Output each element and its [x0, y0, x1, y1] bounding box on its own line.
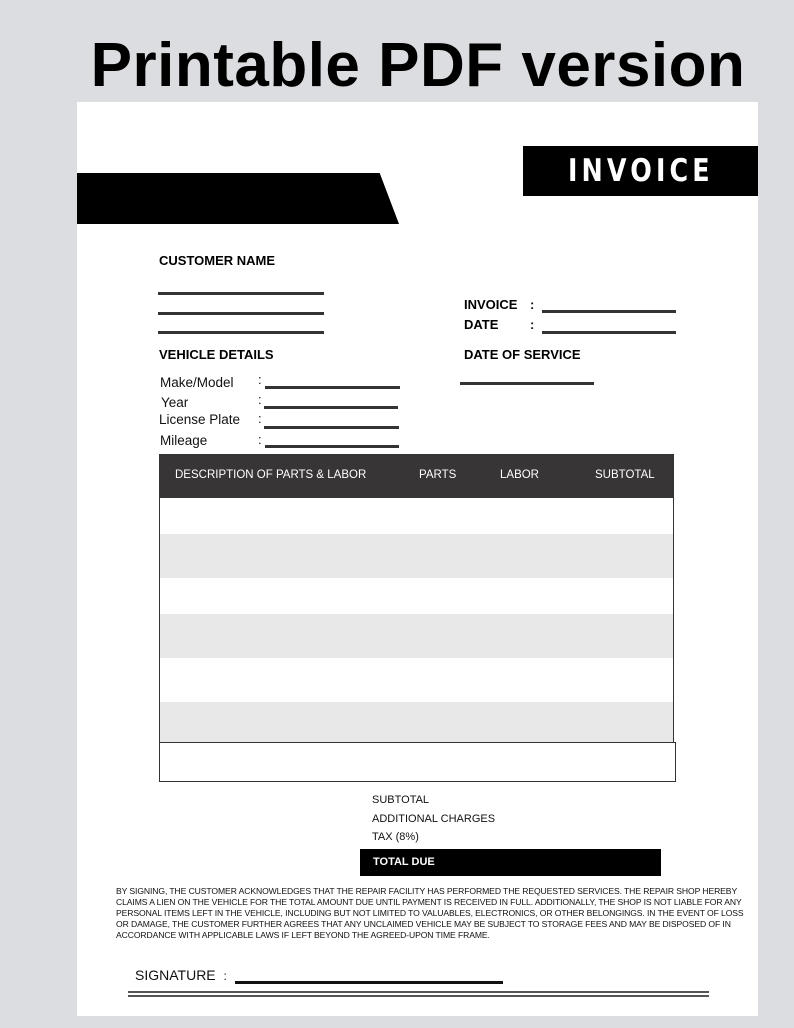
table-row[interactable] — [160, 534, 673, 578]
year-line[interactable] — [264, 406, 398, 409]
invoice-heading-box — [523, 146, 758, 196]
header-description: DESCRIPTION OF PARTS & LABOR — [175, 469, 367, 481]
invoice-number-label: INVOICE — [464, 297, 518, 312]
table-header — [160, 455, 673, 498]
date-label: DATE — [464, 317, 499, 332]
table-footer-row[interactable] — [159, 742, 676, 782]
tax-label: TAX (8%) — [372, 831, 419, 843]
signature-label-text: SIGNATURE — [135, 967, 216, 983]
invoice-heading: INVOICE — [567, 153, 714, 189]
header-parts: PARTS — [419, 469, 457, 481]
footer-rule-2 — [128, 995, 709, 997]
year-label: Year — [161, 395, 189, 410]
decorative-black-bar — [77, 173, 399, 224]
additional-charges-label: ADDITIONAL CHARGES — [372, 813, 496, 825]
signature-colon: : — [223, 969, 227, 983]
vehicle-details-label: VEHICLE DETAILS — [159, 347, 274, 362]
total-due-bar — [360, 849, 661, 876]
mileage-line[interactable] — [265, 445, 399, 448]
table-row[interactable] — [160, 498, 673, 534]
total-due-label: TOTAL DUE — [373, 856, 435, 868]
make-model-colon: : — [258, 372, 262, 387]
subtotal-label: SUBTOTAL — [372, 794, 430, 806]
banner-title: Printable PDF version — [90, 31, 746, 100]
date-colon: : — [530, 317, 535, 332]
signature-line[interactable] — [235, 981, 503, 984]
license-plate-label: License Plate — [159, 412, 241, 427]
customer-name-label: CUSTOMER NAME — [159, 253, 276, 268]
date-line[interactable] — [542, 331, 676, 334]
year-colon: : — [258, 392, 262, 407]
signature-label — [135, 967, 227, 983]
license-plate-line[interactable] — [264, 426, 399, 429]
header-labor: LABOR — [500, 469, 539, 481]
invoice-number-colon: : — [530, 297, 535, 312]
mileage-colon: : — [258, 432, 262, 447]
table-row[interactable] — [160, 578, 673, 614]
table-row[interactable] — [160, 658, 673, 702]
parts-labor-table — [159, 454, 674, 780]
date-of-service-label: DATE OF SERVICE — [464, 347, 581, 362]
invoice-number-line[interactable] — [542, 310, 676, 313]
table-row[interactable] — [160, 702, 673, 743]
make-model-label: Make/Model — [160, 375, 234, 390]
date-of-service-line[interactable] — [460, 382, 594, 385]
mileage-label: Mileage — [160, 433, 208, 448]
customer-name-line-1[interactable] — [158, 292, 324, 295]
footer-rule-1 — [128, 991, 709, 993]
invoice-sheet — [77, 102, 758, 1016]
disclaimer-text: BY SIGNING, THE CUSTOMER ACKNOWLEDGES THAT THE REPAIR FACILITY HAS PERFORMED THE REQUESTED SERVICES. THE REPAIR SHOP HEREBY CLAIMS A LIEN ON THE VEHICLE FOR THE TOTAL AMOUNT DUE UNTIL PAYMENT IS RECEIVED IN FULL. ADDITIONALLY, THE SHOP IS NOT LIABLE FOR ANY PERSONAL ITEMS LEFT IN THE VEHICLE, INCLUDING BUT NOT LIMITED TO VALUABLES, ELECTRONICS, OR OTHER BELONGINGS. IN THE EVENT OF LOSS OR DAMAGE, THE CUSTOMER FURTHER AGREES THAT ANY UNCLAIMED VEHICLE MAY BE SUBJECT TO STORAGE FEES AND MAY BE DISPOSED OF IN ACCORDANCE WITH APPLICABLE LAWS IF LEFT BEYOND THE AGREED-UPON TIME FRAME. — [116, 886, 744, 940]
table-row[interactable] — [160, 614, 673, 658]
customer-name-line-2[interactable] — [158, 312, 324, 315]
header-subtotal: SUBTOTAL — [595, 469, 655, 481]
customer-name-line-3[interactable] — [158, 331, 324, 334]
license-plate-colon: : — [258, 411, 262, 426]
make-model-line[interactable] — [265, 386, 400, 389]
